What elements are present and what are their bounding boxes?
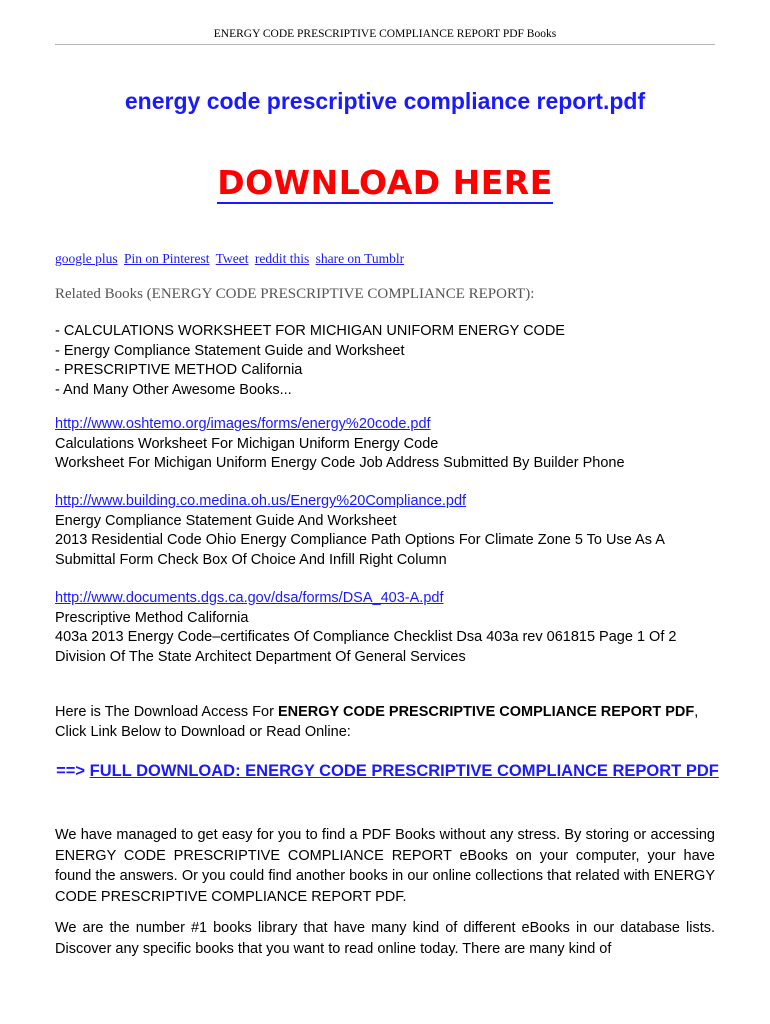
related-book-item: - CALCULATIONS WORKSHEET FOR MICHIGAN UNIFORM ENERGY CODE xyxy=(55,323,565,339)
share-pinterest-link[interactable]: Pin on Pinterest xyxy=(124,251,210,266)
book-url-link[interactable]: http://www.building.co.medina.oh.us/Energy%20Compliance.pdf xyxy=(55,493,467,509)
full-download-link[interactable]: FULL DOWNLOAD: ENERGY CODE PRESCRIPTIVE COMPLIANCE REPORT PDF xyxy=(89,762,719,780)
related-books-heading: Related Books (ENERGY CODE PRESCRIPTIVE COMPLIANCE REPORT): xyxy=(55,286,535,302)
body-paragraph: We have managed to get easy for you to find a PDF Books without any stress. By storing or accessing ENERGY CODE PRESCRIPTIVE COMPLIANCE REPORT eBooks on your computer, your have found the answers. Or you could find another books in our online collections that related with ENERGY CODE PRESCRIPTIVE COMPLIANCE REPORT PDF. xyxy=(55,827,715,905)
book-entry xyxy=(55,589,725,667)
book-entry xyxy=(55,492,725,570)
related-books-list xyxy=(55,322,725,400)
related-book-item: - PRESCRIPTIVE METHOD California xyxy=(55,362,303,378)
book-description: 403a 2013 Energy Code–certificates Of Compliance Checklist Dsa 403a rev 061815 Page 1 Of 2 Division Of The State Architect Department Of General Services xyxy=(55,629,677,665)
book-title: Prescriptive Method California xyxy=(55,609,249,626)
share-reddit-link[interactable]: reddit this xyxy=(254,251,310,266)
access-bold-title: ENERGY CODE PRESCRIPTIVE COMPLIANCE REPORT PDF xyxy=(277,704,695,720)
access-prefix: Here is The Download Access For xyxy=(55,704,278,720)
book-entry xyxy=(55,415,725,474)
full-download xyxy=(55,760,720,783)
access-suffix: , Click Link Below to Download or Read Online: xyxy=(55,704,699,740)
full-download-arrow: ==> xyxy=(56,762,90,780)
book-title: Energy Compliance Statement Guide And Worksheet xyxy=(55,512,397,529)
share-links xyxy=(55,251,407,267)
book-description: 2013 Residential Code Ohio Energy Compliance Path Options For Climate Zone 5 To Use As A Submittal Form Check Box Of Choice And Infill Right Column xyxy=(55,532,665,568)
book-description: Worksheet For Michigan Uniform Energy Code Job Address Submitted By Builder Phone xyxy=(55,455,625,471)
download-here-label[interactable]: DOWNLOAD HERE xyxy=(217,163,553,202)
related-book-item: - And Many Other Awesome Books... xyxy=(55,381,292,398)
share-google-plus-link[interactable]: google plus xyxy=(55,251,118,266)
book-title: Calculations Worksheet For Michigan Uniform Energy Code xyxy=(55,435,439,452)
download-access-text xyxy=(55,702,720,742)
book-url-link[interactable]: http://www.oshtemo.org/images/forms/energy%20code.pdf xyxy=(55,416,431,432)
body-paragraph: We are the number #1 books library that have many kind of different eBooks in our database lists. Discover any specific books that you want to read online today. There are many kind of xyxy=(55,920,715,957)
share-tumblr-link[interactable]: share on Tumblr xyxy=(315,251,405,266)
document-title: energy code prescriptive compliance report.pdf xyxy=(124,88,646,114)
related-book-item: - Energy Compliance Statement Guide and Worksheet xyxy=(55,342,405,359)
book-url-link[interactable]: http://www.documents.dgs.ca.gov/dsa/forms/DSA_403-A.pdf xyxy=(55,590,444,606)
page-header: ENERGY CODE PRESCRIPTIVE COMPLIANCE REPORT PDF Books xyxy=(55,28,715,45)
download-here-link[interactable] xyxy=(55,163,715,202)
share-tweet-link[interactable]: Tweet xyxy=(215,251,249,266)
